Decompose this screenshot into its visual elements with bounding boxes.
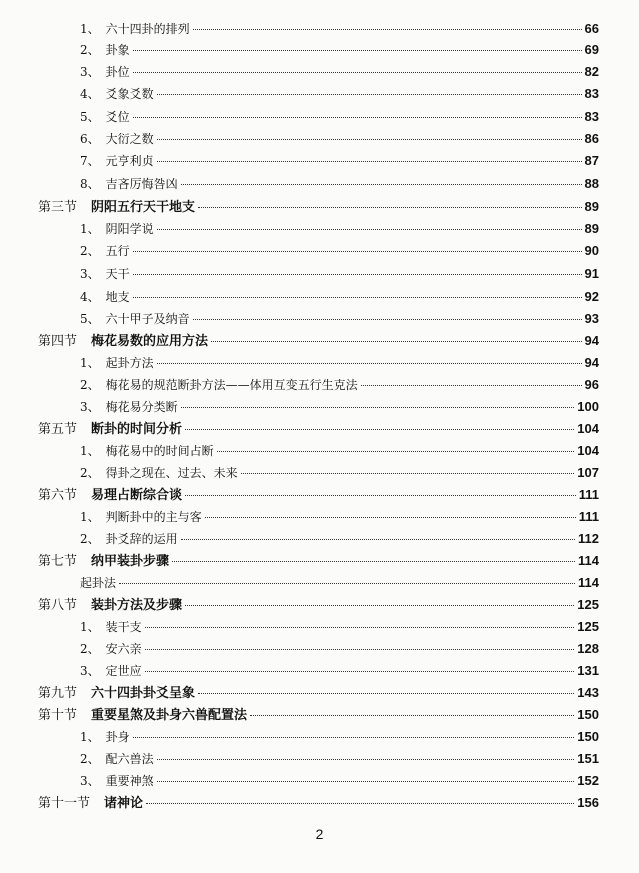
toc-page-number: 111	[578, 487, 599, 502]
page-number: 2	[315, 826, 324, 842]
toc-page-number: 111	[578, 509, 599, 524]
toc-number: 第十节	[38, 708, 78, 723]
dot-leader	[157, 759, 575, 760]
toc-label	[38, 795, 143, 813]
toc-page-number: 94	[584, 333, 599, 348]
toc-entry-row[interactable]	[80, 310, 599, 328]
toc-page-number: 90	[584, 243, 599, 258]
toc-label	[80, 376, 358, 394]
toc-title: 五行	[105, 244, 130, 258]
toc-title: 元亨利贞	[105, 154, 154, 168]
dot-leader	[157, 363, 582, 364]
toc-title: 诸神论	[104, 796, 144, 811]
toc-number: 8、	[80, 177, 100, 191]
toc-entry-row[interactable]	[80, 220, 599, 238]
toc-title: 配六兽法	[105, 752, 154, 766]
toc-entry-row[interactable]	[80, 772, 599, 790]
toc-section-row[interactable]	[38, 486, 599, 504]
toc-label	[80, 354, 154, 372]
toc-label	[38, 597, 182, 615]
toc-page-number: 150	[577, 707, 599, 722]
toc-label	[38, 487, 182, 505]
toc-entry-row[interactable]	[80, 242, 599, 260]
toc-label	[80, 63, 130, 81]
toc-page-number: 89	[584, 199, 599, 214]
toc-title: 装干支	[105, 620, 142, 634]
toc-entry-row[interactable]	[80, 574, 599, 592]
toc-title: 卦身	[105, 730, 130, 744]
toc-entry-row[interactable]	[80, 265, 599, 283]
toc-number: 第六节	[38, 488, 78, 503]
toc-entry-row[interactable]	[80, 376, 599, 394]
toc-number: 第五节	[38, 422, 78, 437]
toc-title: 起卦方法	[105, 356, 154, 370]
dot-leader	[185, 605, 574, 606]
toc-title: 起卦法	[80, 576, 117, 590]
toc-title: 六十四卦卦爻呈象	[91, 686, 196, 701]
toc-entry-row[interactable]	[80, 108, 599, 126]
dot-leader	[205, 517, 576, 518]
toc-number: 2、	[80, 466, 100, 480]
toc-page-number: 93	[584, 311, 599, 326]
toc-label	[80, 175, 178, 193]
toc-entry-row[interactable]	[80, 288, 599, 306]
toc-label	[80, 618, 142, 636]
toc-title: 梅花易分类断	[105, 400, 178, 414]
toc-section-row[interactable]	[38, 794, 599, 812]
toc-page-number: 82	[584, 64, 599, 79]
toc-entry-row[interactable]	[80, 530, 599, 548]
toc-label	[80, 242, 130, 260]
toc-entry-row[interactable]	[80, 618, 599, 636]
toc-page-number: 87	[584, 153, 599, 168]
toc-entry-row[interactable]	[80, 20, 599, 38]
toc-entry-row[interactable]	[80, 175, 599, 193]
toc-page-number: 83	[584, 86, 599, 101]
toc-label	[80, 20, 190, 38]
toc-entry-row[interactable]	[80, 640, 599, 658]
toc-label	[80, 530, 178, 548]
toc-page-number: 96	[584, 377, 599, 392]
toc-entry-row[interactable]	[80, 41, 599, 59]
dot-leader	[250, 715, 574, 716]
toc-number: 1、	[80, 356, 100, 370]
toc-section-row[interactable]	[38, 420, 599, 438]
dot-leader	[181, 184, 582, 185]
dot-leader	[133, 737, 575, 738]
toc-page-number: 100	[577, 399, 599, 414]
toc-entry-row[interactable]	[80, 728, 599, 746]
toc-title: 天干	[105, 267, 130, 281]
toc-label	[80, 574, 116, 592]
toc-label	[80, 85, 154, 103]
toc-number: 1、	[80, 730, 100, 744]
toc-label	[38, 421, 182, 439]
dot-leader	[217, 451, 575, 452]
toc-number: 第九节	[38, 686, 78, 701]
toc-title: 吉吝厉悔咎凶	[105, 177, 178, 191]
toc-page-number: 114	[578, 553, 599, 568]
toc-number: 第十一节	[38, 796, 91, 811]
toc-label	[80, 398, 178, 416]
dot-leader	[185, 429, 574, 430]
toc-page-number: 152	[577, 773, 599, 788]
toc-label	[80, 130, 154, 148]
toc-section-row[interactable]	[38, 198, 599, 216]
toc-label	[80, 750, 154, 768]
toc-number: 1、	[80, 444, 100, 458]
toc-page-number: 86	[584, 131, 599, 146]
dot-leader	[198, 207, 582, 208]
toc-label	[80, 310, 190, 328]
toc-label	[80, 265, 130, 283]
toc-page-number: 69	[584, 42, 599, 57]
toc-number: 1、	[80, 222, 100, 236]
toc-number: 2、	[80, 378, 100, 392]
toc-label	[80, 288, 130, 306]
toc-page-number: 125	[577, 619, 599, 634]
toc-title: 地支	[105, 290, 130, 304]
toc-label	[80, 508, 202, 526]
toc-page-number: 151	[577, 751, 599, 766]
dot-leader	[133, 72, 582, 73]
toc-label	[38, 199, 195, 217]
toc-number: 5、	[80, 110, 100, 124]
dot-leader	[133, 251, 582, 252]
dot-leader	[193, 29, 582, 30]
toc-page-number: 112	[578, 531, 599, 546]
toc-page-number: 88	[584, 176, 599, 191]
toc-label	[80, 152, 154, 170]
toc-title: 纳甲装卦步骤	[91, 554, 170, 569]
toc-number: 5、	[80, 312, 100, 326]
toc-label	[80, 662, 142, 680]
dot-leader	[193, 319, 582, 320]
toc-label	[38, 685, 195, 703]
toc-page-number: 89	[584, 221, 599, 236]
toc-section-row[interactable]	[38, 332, 599, 350]
dot-leader	[172, 561, 575, 562]
dot-leader	[157, 139, 582, 140]
dot-leader	[146, 803, 574, 804]
toc-title: 爻象爻数	[105, 87, 154, 101]
toc-label	[80, 728, 130, 746]
toc-page-number: 66	[584, 21, 599, 36]
toc-title: 六十四卦的排列	[105, 22, 190, 36]
toc-number: 2、	[80, 752, 100, 766]
toc-number: 第三节	[38, 200, 78, 215]
dot-leader	[133, 297, 582, 298]
toc-entry-row[interactable]	[80, 662, 599, 680]
dot-leader	[133, 117, 582, 118]
toc-number: 第八节	[38, 598, 78, 613]
dot-leader	[145, 649, 575, 650]
toc-entry-row[interactable]	[80, 354, 599, 372]
toc-page-number: 83	[584, 109, 599, 124]
toc-number: 4、	[80, 87, 100, 101]
toc-page-number: 114	[578, 575, 599, 590]
toc-number: 3、	[80, 664, 100, 678]
toc-page-number: 104	[577, 443, 599, 458]
toc-page-number: 91	[584, 266, 599, 281]
toc-entry-row[interactable]	[80, 85, 599, 103]
toc-label	[80, 640, 142, 658]
toc-entry-row[interactable]	[80, 464, 599, 482]
dot-leader	[133, 50, 582, 51]
toc-number: 3、	[80, 400, 100, 414]
dot-leader	[241, 473, 575, 474]
toc-title: 梅花易的规范断卦方法——体用互变五行生克法	[105, 378, 358, 392]
toc-number: 1、	[80, 22, 100, 36]
dot-leader	[198, 693, 574, 694]
dot-leader	[157, 94, 582, 95]
toc-number: 1、	[80, 510, 100, 524]
toc-page-number: 125	[577, 597, 599, 612]
dot-leader	[361, 385, 582, 386]
toc-title: 卦爻辞的运用	[105, 532, 178, 546]
toc-label	[38, 553, 169, 571]
toc-number: 3、	[80, 774, 100, 788]
toc-title: 定世应	[105, 664, 142, 678]
toc-section-row[interactable]	[38, 684, 599, 702]
toc-number: 3、	[80, 65, 100, 79]
dot-leader	[145, 627, 575, 628]
toc-title: 判断卦中的主与客	[105, 510, 202, 524]
toc-entry-row[interactable]	[80, 442, 599, 460]
toc-entry-row[interactable]	[80, 398, 599, 416]
toc-entry-row[interactable]	[80, 63, 599, 81]
toc-title: 安六亲	[105, 642, 142, 656]
toc-label	[80, 464, 238, 482]
dot-leader	[185, 495, 576, 496]
toc-label	[38, 333, 208, 351]
toc-number: 2、	[80, 43, 100, 57]
toc-number: 2、	[80, 642, 100, 656]
toc-number: 7、	[80, 154, 100, 168]
toc-label	[38, 707, 247, 725]
toc-page-number: 94	[584, 355, 599, 370]
toc-title: 阴阳五行天干地支	[91, 200, 196, 215]
dot-leader	[145, 671, 575, 672]
dot-leader	[181, 539, 575, 540]
toc-title: 梅花易数的应用方法	[91, 334, 209, 349]
toc-number: 3、	[80, 267, 100, 281]
toc-label	[80, 220, 154, 238]
toc-section-row[interactable]	[38, 552, 599, 570]
toc-page-number: 131	[577, 663, 599, 678]
toc-number: 第四节	[38, 334, 78, 349]
toc-number: 6、	[80, 132, 100, 146]
toc-label	[80, 772, 154, 790]
toc-page-number: 92	[584, 289, 599, 304]
toc-title: 阴阳学说	[105, 222, 154, 236]
toc-title: 卦象	[105, 43, 130, 57]
toc-page-number: 156	[577, 795, 599, 810]
toc-title: 爻位	[105, 110, 130, 124]
dot-leader	[119, 583, 575, 584]
toc-number: 第七节	[38, 554, 78, 569]
dot-leader	[157, 229, 582, 230]
toc-page-number: 107	[577, 465, 599, 480]
toc-number: 2、	[80, 244, 100, 258]
toc-entry-row[interactable]	[80, 750, 599, 768]
toc-page-number: 104	[577, 421, 599, 436]
toc-title: 重要星煞及卦身六兽配置法	[91, 708, 248, 723]
dot-leader	[133, 274, 582, 275]
toc-title: 易理占断综合谈	[91, 488, 183, 503]
dot-leader	[211, 341, 582, 342]
toc-page-number: 128	[577, 641, 599, 656]
toc-title: 得卦之现在、过去、未来	[105, 466, 238, 480]
toc-label	[80, 41, 130, 59]
toc-title: 重要神煞	[105, 774, 154, 788]
toc-entry-row[interactable]	[80, 508, 599, 526]
toc-entry-row[interactable]	[80, 130, 599, 148]
toc-number: 4、	[80, 290, 100, 304]
toc-number: 1、	[80, 620, 100, 634]
dot-leader	[157, 781, 575, 782]
toc-number: 2、	[80, 532, 100, 546]
toc-title: 断卦的时间分析	[91, 422, 183, 437]
toc-label	[80, 442, 214, 460]
toc-entry-row[interactable]	[80, 152, 599, 170]
dot-leader	[157, 161, 582, 162]
toc-page-number: 143	[577, 685, 599, 700]
toc-title: 梅花易中的时间占断	[105, 444, 214, 458]
toc-label	[80, 108, 130, 126]
toc-section-row[interactable]	[38, 596, 599, 614]
toc-title: 卦位	[105, 65, 130, 79]
toc-page-number: 150	[577, 729, 599, 744]
toc-title: 六十甲子及纳音	[105, 312, 190, 326]
toc-title: 大衍之数	[105, 132, 154, 146]
dot-leader	[181, 407, 575, 408]
toc-title: 装卦方法及步骤	[91, 598, 183, 613]
toc-section-row[interactable]	[38, 706, 599, 724]
